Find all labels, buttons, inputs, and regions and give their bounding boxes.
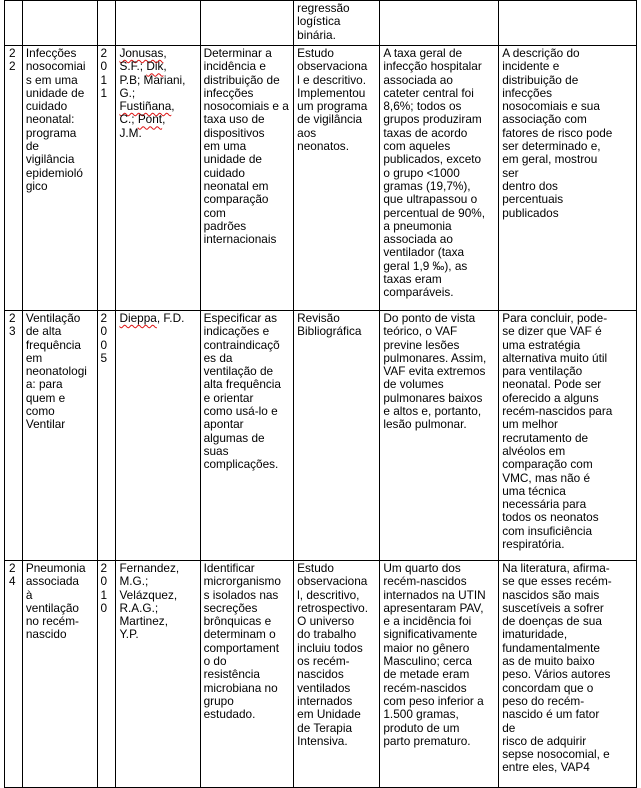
text-line: unidade de xyxy=(25,85,85,100)
text-line: ser xyxy=(502,165,519,180)
text-line: de Terapia xyxy=(297,720,353,735)
text-line: percentual de 90%, xyxy=(383,205,486,220)
text-line: Masculino; cerca xyxy=(383,654,472,669)
text-line: de xyxy=(502,720,516,735)
text-line: frequência xyxy=(25,337,81,352)
cell-results xyxy=(380,46,499,311)
text-line: de vigilância xyxy=(297,112,363,127)
text-line: recém-nascidos xyxy=(383,574,467,589)
cell-year xyxy=(97,46,116,311)
text-line: recém-nascidos para xyxy=(502,404,613,419)
text-line: comparáveis. xyxy=(383,285,454,300)
text-line: Determinar a xyxy=(203,46,272,60)
text-line: programa xyxy=(25,125,77,140)
text-line: em geral, mostrou xyxy=(502,152,598,167)
text-line: 1 xyxy=(100,85,108,100)
text-line: respiratória. xyxy=(502,537,565,552)
text-line: Fernandez, xyxy=(119,561,180,575)
text-line: 0 xyxy=(100,600,108,615)
text-line: de alta xyxy=(25,324,62,339)
text-line: O universo xyxy=(297,614,355,629)
cell-method xyxy=(294,311,380,561)
text-line: de doenças de sua xyxy=(502,614,602,629)
text-line: 2 xyxy=(9,311,16,325)
text-line: como xyxy=(25,404,55,419)
table-row-continuation xyxy=(5,1,637,46)
text-line: l e descritivo. xyxy=(297,72,366,87)
text-line: 2 xyxy=(100,561,108,575)
cell-year xyxy=(97,561,116,788)
literature-review-table xyxy=(4,0,637,788)
text-line: regressão xyxy=(297,1,350,15)
text-line: alvéolos em xyxy=(502,443,566,458)
text-line: ventilador (taxa xyxy=(383,245,465,260)
text-line: Y.P. xyxy=(119,627,139,642)
text-line: incluiu todos xyxy=(297,640,363,655)
text-line: VMC, mas não é xyxy=(502,470,591,485)
cell-results xyxy=(380,561,499,788)
text-line: Um quarto dos xyxy=(383,561,461,575)
text-line: Do ponto de vista xyxy=(383,311,476,325)
text-line: nascidos são mais xyxy=(502,587,600,602)
text-line: todos os neonatos xyxy=(502,510,599,525)
text-line: à xyxy=(25,587,33,602)
text-line: alta frequência xyxy=(203,377,281,392)
text-line: infecções xyxy=(502,85,553,100)
text-line: uma técnica xyxy=(502,483,566,498)
text-line: vigilância xyxy=(25,152,75,167)
text-line: se que esses recém- xyxy=(502,574,612,589)
text-line: gramas (19,7%), xyxy=(383,178,471,193)
text-line: parto prematuro. xyxy=(383,733,471,748)
text-line: M.G.; xyxy=(119,574,149,589)
text-line: s em uma xyxy=(25,72,78,87)
text-line: cateter central foi xyxy=(383,85,474,100)
text-line: grupos produziram xyxy=(383,112,482,127)
cell-authors xyxy=(116,561,200,788)
text-line: e altos e, portanto, xyxy=(383,404,482,419)
text-line: para ventilação xyxy=(502,364,583,379)
text-line: suas xyxy=(203,443,229,458)
text-line: taxas eram xyxy=(383,272,442,287)
text-line: o do xyxy=(203,654,227,669)
text-line: S.F.; Dik, xyxy=(119,59,167,74)
text-line: 3 xyxy=(9,324,16,339)
cell-authors xyxy=(116,46,200,311)
text-line: internados xyxy=(297,693,353,708)
cell-num xyxy=(5,1,23,46)
text-line: como usá-lo e xyxy=(203,404,278,419)
text-line: previne lesões xyxy=(383,337,460,352)
text-line: 2 xyxy=(9,59,16,74)
text-line: comparação com xyxy=(502,457,593,472)
text-line: fatores de risco pode xyxy=(502,125,613,140)
text-line: binária. xyxy=(297,27,336,42)
text-line: comportament xyxy=(203,640,279,655)
text-line: as de muito baixo xyxy=(502,654,595,669)
text-line: a: para xyxy=(25,377,63,392)
text-line: resistência xyxy=(203,667,260,682)
table-row xyxy=(5,46,637,311)
text-line: com aqueles xyxy=(383,139,451,154)
text-line: no recém- xyxy=(25,614,79,629)
text-line: um melhor xyxy=(502,417,558,432)
text-line: maior no gênero xyxy=(383,640,470,655)
text-line: R.A.G.; xyxy=(119,600,159,615)
cell-year xyxy=(97,311,116,561)
text-line: entre eles, VAP4 xyxy=(502,760,590,775)
text-line: A taxa geral de xyxy=(383,46,463,60)
text-line: 0 xyxy=(100,59,108,74)
text-line: 2 xyxy=(9,46,16,60)
text-line: peso. Vários autores xyxy=(502,667,611,682)
text-line: 1 xyxy=(100,587,108,602)
text-line: em Unidade xyxy=(297,707,361,722)
text-line: 5 xyxy=(100,350,108,365)
text-line: microrganismo xyxy=(203,574,281,589)
text-line: geral 1,9 ‰), as xyxy=(383,258,468,273)
text-line: e a incidência foi xyxy=(383,614,472,629)
text-line: neonatal em xyxy=(203,178,269,193)
text-line: Velázquez, xyxy=(119,587,178,602)
text-line: brônquicas e xyxy=(203,614,272,629)
text-line: os recém- xyxy=(297,654,350,669)
text-line: percentuais xyxy=(502,192,564,207)
text-line: em uma xyxy=(203,139,247,154)
text-line: pulmonares. Assim, xyxy=(383,350,487,365)
text-line: de xyxy=(25,139,39,154)
text-line: concordam que o xyxy=(502,680,594,695)
text-line: Fustiñana, xyxy=(119,99,175,114)
text-line: Jonusas, xyxy=(119,46,167,60)
text-line: es da xyxy=(203,350,233,365)
text-line: associação com xyxy=(502,112,587,127)
text-line: de metade eram xyxy=(383,667,470,682)
text-line: cuidado xyxy=(203,165,245,180)
text-line: complicações. xyxy=(203,457,279,472)
cell-objective xyxy=(200,1,294,46)
text-line: ventilação xyxy=(25,600,79,615)
text-line: neonatal: xyxy=(25,112,75,127)
cell-authors xyxy=(116,311,200,561)
text-line: ser determinado e, xyxy=(502,139,601,154)
text-line: 1 xyxy=(100,72,108,87)
text-line: Especificar as xyxy=(203,311,278,325)
text-line: Intensiva. xyxy=(297,733,348,748)
text-line: nosocomiais e a xyxy=(203,99,289,114)
cell-title xyxy=(22,46,97,311)
text-line: que ultrapassou o xyxy=(383,192,478,207)
cell-conclusion xyxy=(499,1,637,46)
text-line: quem e xyxy=(25,390,66,405)
text-line: observaciona xyxy=(297,574,368,589)
text-line: 2 xyxy=(9,561,16,575)
text-line: algumas de xyxy=(203,430,265,445)
text-line: internados na UTIN xyxy=(383,587,486,602)
text-line: publicados, exceto xyxy=(383,152,482,167)
text-line: Na literatura, afirma- xyxy=(502,561,610,575)
text-line: risco de adquirir xyxy=(502,733,587,748)
text-line: 1.500 gramas, xyxy=(383,707,459,722)
text-line: infecções xyxy=(203,85,254,100)
text-line: pulmonares baixos xyxy=(383,390,483,405)
text-line: teórico, o VAF xyxy=(383,324,458,339)
text-line: Revisão xyxy=(297,311,340,325)
text-line: suscetíveis a sofrer xyxy=(502,600,604,615)
cell-title xyxy=(22,561,97,788)
cell-conclusion xyxy=(499,561,637,788)
text-line: s isolados nas xyxy=(203,587,279,602)
text-line: observaciona xyxy=(297,59,368,74)
text-line: fundamentalmente xyxy=(502,640,600,655)
text-line: distribuição de xyxy=(502,72,579,87)
text-line: Dieppa, F.D. xyxy=(119,311,185,325)
text-line: incidente e xyxy=(502,59,560,74)
text-line: associada ao xyxy=(383,72,453,87)
text-line: Bibliográfica xyxy=(297,324,362,339)
cell-method xyxy=(294,561,380,788)
text-line: Estudo xyxy=(297,46,334,60)
text-line: taxa uso de xyxy=(203,112,265,127)
text-line: estudado. xyxy=(203,707,256,722)
text-line: contraindicaçõ xyxy=(203,337,280,352)
cell-objective xyxy=(200,46,294,311)
text-line: dispositivos xyxy=(203,125,265,140)
text-line: Ventilação xyxy=(25,311,81,325)
text-line: de volumes xyxy=(383,377,444,392)
text-line: imaturidade, xyxy=(502,627,568,642)
text-line: Para concluir, pode- xyxy=(502,311,608,325)
text-line: 2 xyxy=(100,46,108,60)
text-line: com peso inferior a xyxy=(383,693,484,708)
text-line: ventilação de xyxy=(203,364,274,379)
text-line: nascido é um fator xyxy=(502,707,600,722)
cell-year xyxy=(97,1,116,46)
text-line: associada xyxy=(25,574,79,589)
text-line: P.B; Mariani, xyxy=(119,72,186,87)
text-line: microbiana no xyxy=(203,680,278,695)
text-line: l, descritivo, xyxy=(297,587,360,602)
text-line: neonatal. Pode ser xyxy=(502,377,602,392)
text-line: incidência e xyxy=(203,59,266,74)
text-line: lesão pulmonar. xyxy=(383,417,467,432)
cell-results xyxy=(380,1,499,46)
text-line: grupo xyxy=(203,693,234,708)
text-line: Identificar xyxy=(203,561,255,575)
text-line: sepse nosocomial, e xyxy=(502,747,610,762)
text-line: um programa xyxy=(297,99,368,114)
text-line: do trabalho xyxy=(297,627,357,642)
text-line: taxas de acordo xyxy=(383,125,468,140)
cell-conclusion xyxy=(499,46,637,311)
text-line: Martinez, xyxy=(119,614,168,629)
cell-results xyxy=(380,311,499,561)
text-line: 0 xyxy=(100,574,108,589)
cell-num xyxy=(5,561,23,788)
text-line: nascido xyxy=(25,627,67,642)
text-line: unidade de xyxy=(203,152,262,167)
text-line: J.M. xyxy=(119,125,142,140)
text-line: logística xyxy=(297,14,341,29)
text-line: necessária para xyxy=(502,497,587,512)
text-line: Implementou xyxy=(297,85,366,100)
cell-authors xyxy=(116,1,200,46)
text-line: distribuição de xyxy=(203,72,280,87)
table-row xyxy=(5,561,637,788)
text-line: retrospectivo. xyxy=(297,600,368,615)
text-line: padrões xyxy=(203,218,247,233)
text-line: 0 xyxy=(100,324,108,339)
text-line: neonatologi xyxy=(25,364,87,379)
text-line: alternativa muito útil xyxy=(502,350,608,365)
cell-title xyxy=(22,311,97,561)
text-line: nosocomiai xyxy=(25,59,86,74)
text-line: neonatos. xyxy=(297,139,349,154)
text-line: comparação xyxy=(203,192,269,207)
text-line: secreções xyxy=(203,600,258,615)
cell-title xyxy=(22,1,97,46)
text-line: epidemioló xyxy=(25,165,83,180)
text-line: nascidos xyxy=(297,667,344,682)
cell-num xyxy=(5,46,23,311)
text-line: oferecido a alguns xyxy=(502,390,599,405)
text-line: recém-nascidos xyxy=(383,680,467,695)
text-line: associada ao xyxy=(383,232,453,247)
text-line: uma estratégia xyxy=(502,337,581,352)
text-line: o grupo <1000 xyxy=(383,165,460,180)
text-line: em xyxy=(25,350,43,365)
text-line: produto de um xyxy=(383,720,460,735)
text-line: com xyxy=(203,205,226,220)
cell-num xyxy=(5,311,23,561)
text-line: aos xyxy=(297,125,317,140)
text-line: ventilados xyxy=(297,680,351,695)
text-line: apontar xyxy=(203,417,244,432)
cell-method xyxy=(294,1,380,46)
text-line: Pneumonia xyxy=(25,561,86,575)
text-line: 2 xyxy=(100,311,108,325)
cell-method xyxy=(294,46,380,311)
text-line: VAF evita extremos xyxy=(383,364,486,379)
text-line: dentro dos xyxy=(502,178,558,193)
text-line: publicados xyxy=(502,205,559,220)
text-line: nosocomiais e sua xyxy=(502,99,600,114)
text-line: apresentaram PAV, xyxy=(383,600,484,615)
text-line: recrutamento de xyxy=(502,430,589,445)
text-line: Ventilar xyxy=(25,417,66,432)
text-line: C.; Pont, xyxy=(119,112,166,127)
text-line: se dizer que VAF é xyxy=(502,324,602,339)
text-line: infecção hospitalar xyxy=(383,59,482,74)
text-line: peso do recém- xyxy=(502,693,585,708)
text-line: G.; xyxy=(119,85,136,100)
text-line: Estudo xyxy=(297,561,334,575)
text-line: determinam o xyxy=(203,627,276,642)
cell-objective xyxy=(200,561,294,788)
text-line: cuidado xyxy=(25,99,68,114)
text-line: com insuficiência xyxy=(502,523,593,538)
text-line: a pneumonia xyxy=(383,218,452,233)
text-line: 8,6%; todos os xyxy=(383,99,462,114)
text-line: 0 xyxy=(100,337,108,352)
text-line: e orientar xyxy=(203,390,254,405)
table-row xyxy=(5,311,637,561)
cell-conclusion xyxy=(499,311,637,561)
text-line: indicações e xyxy=(203,324,270,339)
text-line: 4 xyxy=(9,574,16,589)
text-line: internacionais xyxy=(203,232,277,247)
text-line: significativamente xyxy=(383,627,478,642)
text-line: Infecções xyxy=(25,46,77,60)
cell-objective xyxy=(200,311,294,561)
text-line: gico xyxy=(25,178,48,193)
text-line: A descrição do xyxy=(502,46,580,60)
